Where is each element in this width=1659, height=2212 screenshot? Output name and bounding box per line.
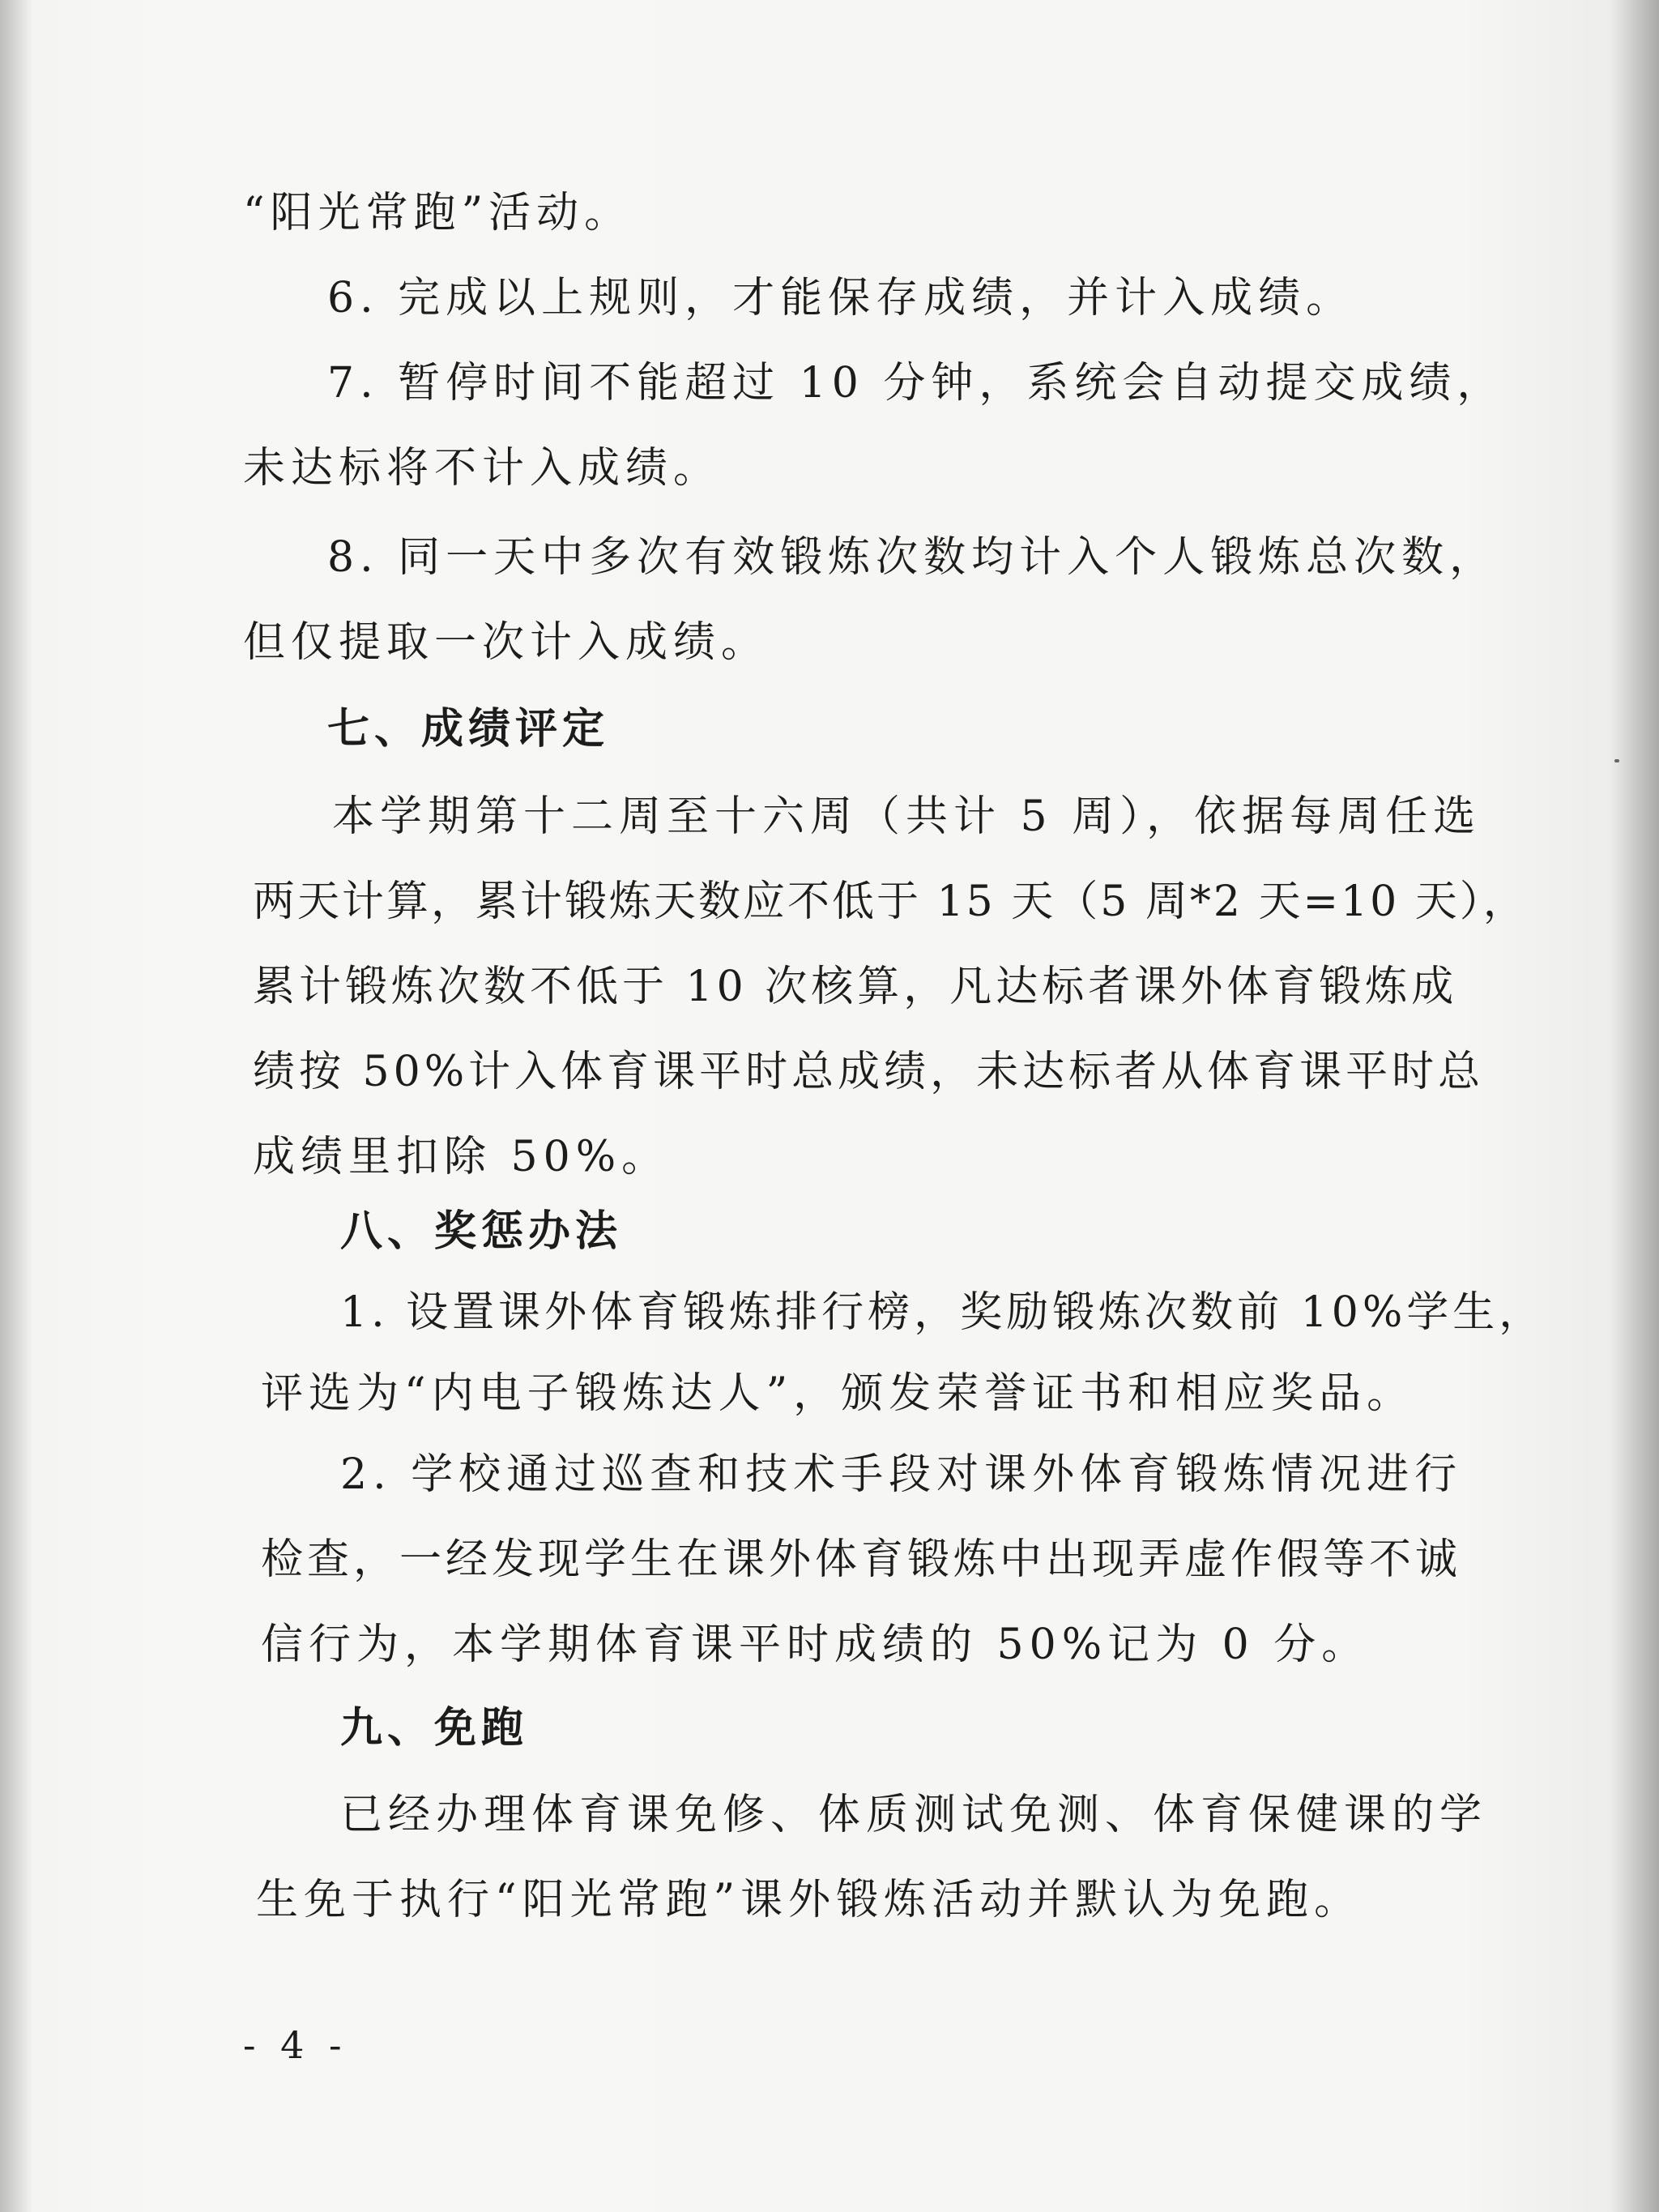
rule-item-6: 6. 完成以上规则，才能保存成绩，并计入成绩。 — [327, 274, 1354, 322]
paragraph-line: 已经办理体育课免修、体质测试免测、体育保健课的学 — [340, 1791, 1488, 1839]
paragraph-line: 但仅提取一次计入成绩。 — [243, 618, 770, 667]
rule-item-8: 8. 同一天中多次有效锻炼次数均计入个人锻炼总次数， — [327, 533, 1498, 582]
section-heading-grading: 七、成绩评定 — [327, 705, 610, 754]
reward-item-2: 2. 学校通过巡查和技术手段对课外体育锻炼情况进行 — [340, 1450, 1463, 1499]
reward-item-1: 1. 设置课外体育锻炼排行榜，奖励锻炼次数前 10%学生， — [340, 1288, 1546, 1337]
page-edge-shadow-right — [1610, 0, 1659, 2212]
paragraph-line: 本学期第十二周至十六周（共计 5 周），依据每周任选 — [332, 792, 1482, 841]
paragraph-line: 检查，一经发现学生在课外体育锻炼中出现弄虚作假等不诚 — [261, 1535, 1462, 1584]
paragraph-line: 绩按 50%计入体育课平时总成绩，未达标者从体育课平时总 — [253, 1048, 1485, 1096]
paragraph-line: 未达标将不计入成绩。 — [243, 444, 722, 493]
scan-speck — [1614, 759, 1619, 762]
section-heading-exemption: 九、免跑 — [340, 1704, 529, 1753]
paragraph-line: “阳光常跑”活动。 — [243, 189, 633, 237]
section-heading-rewards: 八、奖惩办法 — [340, 1207, 623, 1256]
paragraph-line: 生免于执行“阳光常跑”课外锻炼活动并默认为免跑。 — [256, 1876, 1363, 1924]
paragraph-line: 累计锻炼次数不低于 10 次核算，凡达标者课外体育锻炼成 — [253, 963, 1458, 1011]
page-number: - 4 - — [243, 2023, 348, 2067]
paragraph-line: 成绩里扣除 50%。 — [253, 1133, 670, 1181]
paragraph-line: 评选为“内电子锻炼达人”，颁发荣誉证书和相应奖品。 — [261, 1369, 1415, 1418]
page-edge-shadow-left — [0, 0, 32, 2212]
paragraph-line: 信行为，本学期体育课平时成绩的 50%记为 0 分。 — [261, 1621, 1370, 1669]
rule-item-7: 7. 暂停时间不能超过 10 分钟，系统会自动提交成绩， — [327, 359, 1505, 408]
paragraph-line: 两天计算，累计锻炼天数应不低于 15 天（5 周*2 天=10 天）， — [253, 878, 1528, 926]
